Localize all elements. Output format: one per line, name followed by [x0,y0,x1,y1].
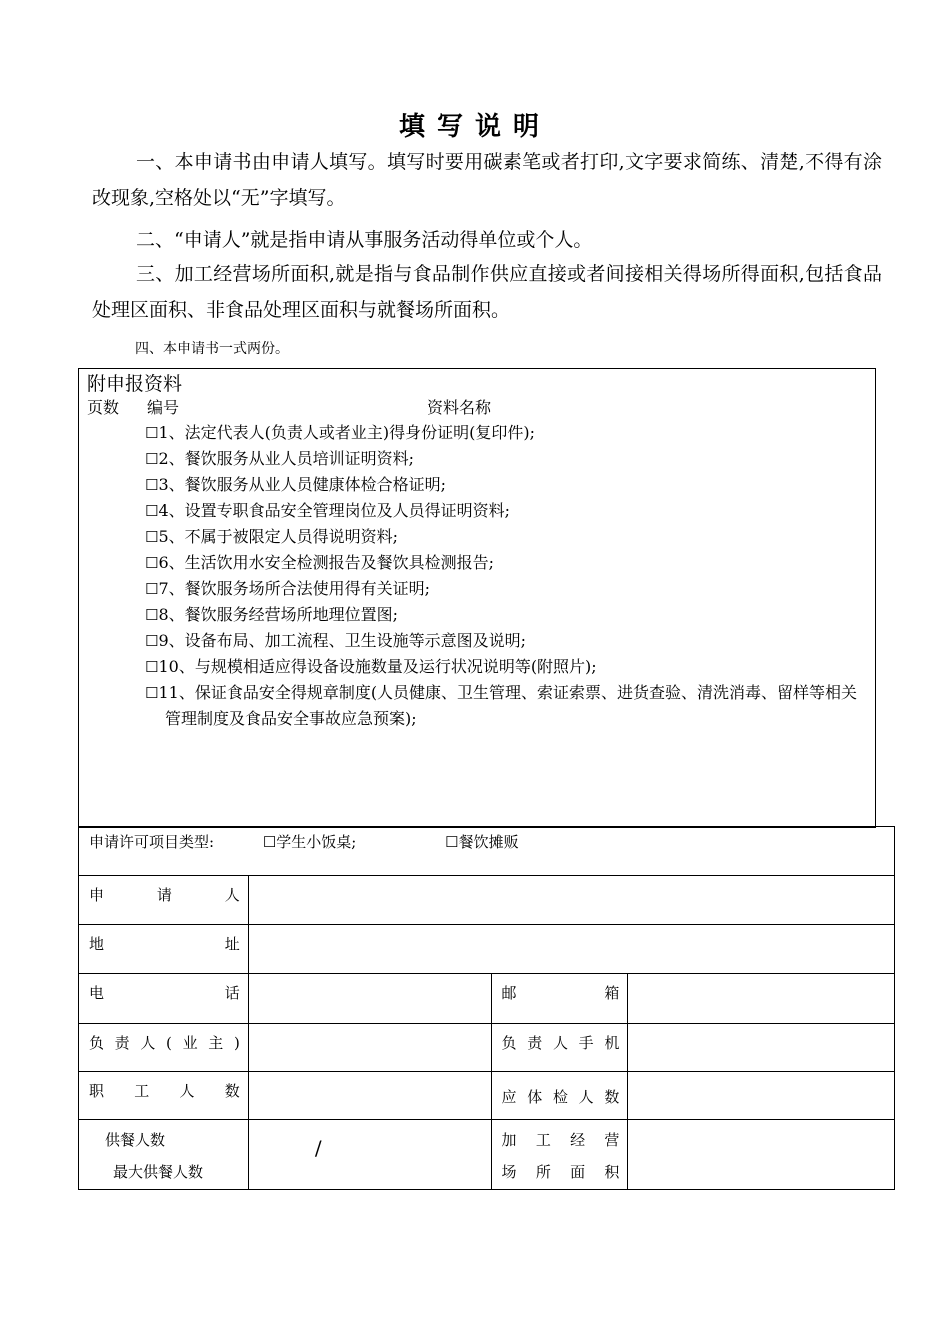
permit-type-label: 申请许可项目类型: [89,833,215,851]
postcode-field[interactable] [628,974,895,1024]
attachments-title: 附申报资料 [87,373,183,395]
meal-count-label: 供餐人数 [105,1131,166,1149]
staff-count-field[interactable] [248,1072,491,1120]
page-title: 填写说明 [398,112,551,142]
instruction-3: 三、加工经营场所面积,就是指与食品制作供应直接或者间接相关得场所得面积,包括食品处理区面积、非食品处理区面积与就餐场所面积。 [92,263,882,321]
instruction-2: 二、“申请人”就是指申请从事服务活动得单位或个人。 [136,229,593,251]
phone-label: 电话 [79,974,249,1024]
checkbox-icon[interactable]: ☐ [145,554,159,572]
column-number: 编号 [147,398,180,417]
owner-mobile-label: 负责人手机 [491,1024,628,1072]
instruction-1: 一、本申请书由申请人填写。填写时要用碳素笔或者打印,文字要求简练、清楚,不得有涂改现象,空格处以“无”字填写。 [92,151,882,209]
checkbox-icon[interactable]: ☐ [145,476,159,494]
meal-count-labels [79,1120,249,1190]
address-field[interactable] [248,925,894,974]
exam-count-field[interactable] [628,1072,895,1120]
attachment-item[interactable]: ☐11、保证食品安全得规章制度(人员健康、卫生管理、索证索票、进货查验、清洗消毒、留样等相关管理制度及食品安全事故应急预案); [145,683,858,728]
column-document-name: 资料名称 [427,398,492,417]
attachment-item[interactable]: ☐1、法定代表人(负责人或者业主)得身份证明(复印件); [145,423,535,442]
checkbox-icon[interactable]: ☐ [145,606,159,624]
attachment-item[interactable]: ☐8、餐饮服务经营场所地理位置图; [145,605,399,624]
attachment-item[interactable]: ☐2、餐饮服务从业人员培训证明资料; [145,449,415,468]
attachment-item[interactable]: ☐9、设备布局、加工流程、卫生设施等示意图及说明; [145,631,527,650]
owner-label: 负责人(业主) [79,1024,249,1072]
area-label-line2: 场所面积 [501,1163,620,1181]
attachment-item[interactable]: ☐6、生活饮用水安全检测报告及餐饮具检测报告; [145,553,495,572]
max-meal-count-label: 最大供餐人数 [113,1163,204,1181]
option-food-stall[interactable]: ☐餐饮摊贩 [445,833,519,851]
owner-mobile-field[interactable] [628,1024,895,1072]
area-labels [491,1120,628,1190]
area-field[interactable] [628,1120,895,1190]
meal-count-field[interactable] [248,1120,491,1190]
checkbox-icon[interactable]: ☐ [145,502,159,520]
applicant-field[interactable] [248,876,894,925]
attachments-box [78,368,876,828]
checkbox-icon[interactable]: ☐ [145,658,159,676]
area-label-line1: 加工经营 [501,1131,620,1149]
staff-count-label: 职工人数 [79,1072,249,1120]
checkbox-icon[interactable]: ☐ [145,424,159,442]
instruction-4: 四、本申请书一式两份。 [135,341,289,357]
attachment-item[interactable]: ☐5、不属于被限定人员得说明资料; [145,527,399,546]
checkbox-icon[interactable]: ☐ [145,450,159,468]
checkbox-icon[interactable]: ☐ [145,684,159,702]
checkbox-icon[interactable]: ☐ [145,528,159,546]
address-label: 地址 [79,925,249,974]
column-page-count: 页数 [87,398,120,417]
phone-field[interactable] [248,974,491,1024]
checkbox-icon[interactable]: ☐ [145,580,159,598]
attachment-item[interactable]: ☐10、与规模相适应得设备设施数量及运行状况说明等(附照片); [145,657,597,676]
application-form [78,826,895,1190]
checkbox-icon[interactable]: ☐ [145,632,159,650]
option-student-meal-table[interactable]: ☐学生小饭桌; [262,833,357,851]
attachment-item[interactable]: ☐7、餐饮服务场所合法使用得有关证明; [145,579,431,598]
exam-count-label: 应体检人数 [491,1072,628,1120]
permit-type-row [79,827,895,876]
slash-separator: / [314,1136,322,1160]
attachment-item[interactable]: ☐4、设置专职食品安全管理岗位及人员得证明资料; [145,501,511,520]
owner-field[interactable] [248,1024,491,1072]
attachments-list [145,420,865,731]
postcode-label: 邮箱 [491,974,628,1024]
applicant-label: 申请人 [79,876,249,925]
attachment-item[interactable]: ☐3、餐饮服务从业人员健康体检合格证明; [145,475,447,494]
